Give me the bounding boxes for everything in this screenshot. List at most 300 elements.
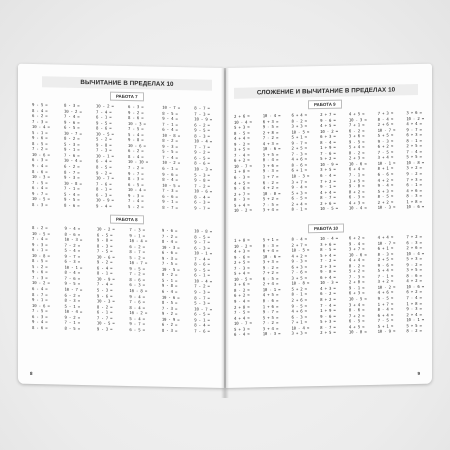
exercise-item: 5 - 5 =	[162, 149, 178, 155]
exercise-item: 8 - 4 =	[262, 157, 279, 163]
exercise-column	[194, 228, 212, 334]
exercise-item: 5 + 3 =	[291, 189, 307, 196]
exercise-item: 8 - 4 =	[32, 107, 48, 113]
exercise-item: 7 - 2 =	[161, 233, 178, 239]
exercise-item: 6 - 2 =	[262, 179, 279, 185]
exercise-item: 7 - 3 =	[162, 187, 178, 194]
exercise-item: 4 + 4 =	[406, 120, 422, 127]
exercise-item: 3 + 5 =	[406, 267, 422, 273]
exercise-item: 5 + 5 =	[406, 322, 422, 328]
exercise-item: 6 - 1 =	[96, 309, 113, 315]
exercise-item: 4 + 4 =	[234, 135, 250, 142]
exercise-item: 2 + 5 =	[406, 143, 422, 149]
exercise-item: 7 - 5 =	[32, 308, 48, 314]
exercise-column	[128, 104, 148, 210]
exercise-item: 5 - 1 =	[32, 129, 48, 136]
exercise-item: 10 - 8 =	[64, 180, 82, 186]
exercise-item: 8 - 4 =	[129, 304, 145, 310]
exercise-item: 7 + 3 =	[377, 110, 394, 116]
exercise-item: 5 + 4 =	[320, 252, 336, 258]
exercise-item: 9 - 3 =	[64, 174, 80, 181]
exercise-item: 8 - 3 =	[161, 327, 178, 333]
exercise-item: 2 + 7 =	[320, 111, 336, 118]
exercise-item: 10 - 4 =	[406, 250, 424, 256]
exercise-item: 8 - 2 =	[32, 224, 48, 231]
exercise-column	[349, 235, 367, 335]
exercise-item: 10 - 4 =	[291, 325, 310, 331]
exercise-item: 9 - 6 =	[64, 119, 80, 125]
exercise-item: 4 + 2 =	[291, 252, 307, 259]
exercise-item: 10 - 5 =	[234, 276, 252, 282]
exercise-item: 3 + 4 =	[377, 154, 394, 161]
exercise-column	[263, 113, 281, 213]
exercise-item: 6 - 2 =	[64, 292, 80, 298]
exercise-column	[129, 227, 147, 333]
exercise-item: 9 - 2 =	[194, 149, 210, 156]
exercise-item: 7 + 2 =	[406, 233, 422, 240]
exercise-item: 10 - 7 =	[234, 320, 252, 327]
exercise-item: 6 - 5 =	[194, 155, 210, 161]
exercise-item: 10 - 6 =	[348, 251, 367, 258]
exercise-item: 1 + 5 =	[348, 177, 365, 183]
exercise-item: 10 - 1 =	[96, 153, 114, 159]
exercise-item: 8 - 4 =	[320, 139, 336, 145]
exercise-item: 5 - 3 =	[194, 171, 210, 178]
exercise-item: 1 + 6 =	[262, 303, 279, 309]
exercise-item: 10 - 8 =	[129, 288, 148, 294]
exercise-item: 8 - 5 =	[377, 193, 394, 200]
exercise-item: 9 - 3 =	[194, 289, 210, 295]
exercise-item: 8 - 6 =	[129, 276, 145, 283]
exercise-item: 6 - 3 =	[32, 313, 48, 320]
exercise-item: 4 + 3 =	[348, 199, 365, 206]
exercise-item: 5 - 3 =	[194, 300, 210, 306]
exercise-column	[64, 103, 82, 209]
exercise-item: 10 - 9 =	[377, 328, 396, 335]
exercise-item: 6 + 4 =	[348, 166, 365, 172]
exercise-item: 6 - 2 =	[348, 127, 365, 134]
exercise-item: 9 - 3 =	[262, 168, 279, 174]
exercise-item: 10 - 3 =	[377, 204, 396, 211]
exercise-item: 10 - 1 =	[377, 160, 396, 166]
exercise-item: 10 - 6 =	[96, 254, 115, 260]
exercise-item: 9 - 5 =	[291, 302, 307, 309]
exercise-item: 10 - 5 =	[96, 320, 115, 327]
exercise-item: 10 - 1 =	[194, 250, 212, 256]
exercise-item: 9 - 1 =	[320, 183, 336, 190]
exercise-item: 8 - 2 =	[96, 303, 113, 310]
exercise-item: 7 - 4 =	[96, 108, 112, 115]
exercise-item: 7 - 2 =	[129, 271, 145, 277]
exercise-item: 9 - 3 =	[96, 326, 113, 332]
exercise-item: 5 + 1 =	[377, 323, 394, 329]
exercise-item: 8 - 5 =	[32, 140, 48, 147]
exercise-item: 7 - 6 =	[64, 275, 80, 281]
exercise-item: 6 - 6 =	[161, 249, 178, 256]
exercise-item: 3 + 2 =	[406, 165, 422, 171]
exercise-item: 8 - 6 =	[32, 324, 48, 331]
exercise-item: 6 - 3 =	[32, 157, 48, 163]
exercise-item: 7 - 1 =	[64, 319, 80, 326]
exercise-column	[378, 110, 396, 210]
exercise-item: 9 - 7 =	[262, 309, 279, 315]
exercise-item: 7 - 7 =	[96, 315, 113, 321]
exercise-column	[263, 237, 281, 337]
exercise-item: 9 - 2 =	[96, 169, 112, 176]
exercise-item: 8 + 1 =	[377, 165, 394, 172]
exercise-item: 10 - 4 =	[129, 238, 148, 244]
exercise-column	[32, 225, 50, 331]
exercise-item: 10 - 3 =	[96, 298, 115, 304]
exercise-item: 9 - 8 =	[320, 268, 336, 275]
exercise-item: 9 - 4 =	[348, 240, 365, 246]
exercise-item: 7 - 6 =	[129, 299, 145, 305]
exercise-item: 2 + 7 =	[234, 191, 250, 197]
exercise-item: 9 - 5 =	[64, 196, 80, 203]
exercise-item: 7 - 4 =	[406, 294, 422, 301]
exercise-item: 5 - 1 =	[64, 303, 80, 309]
exercise-item: 7 - 1 =	[377, 273, 394, 279]
exercise-item: 3 + 5 =	[234, 146, 250, 153]
exercise-item: 9 - 3 =	[377, 138, 394, 144]
exercise-item: 9 - 4 =	[32, 162, 48, 169]
exercise-item: 6 - 2 =	[128, 148, 144, 154]
exercise-item: 10 - 7 =	[96, 175, 114, 181]
exercise-item: 6 - 2 =	[32, 113, 48, 119]
exercise-item: 8 - 4 =	[194, 194, 210, 200]
exercise-item: 7 - 2 =	[262, 320, 279, 326]
exercise-item: 2 + 6 =	[377, 121, 394, 127]
exercise-item: 1 + 8 =	[234, 237, 250, 243]
exercise-item: 1 + 8 =	[406, 198, 422, 204]
exercise-item: 6 + 3 =	[262, 118, 279, 124]
exercise-item: 10 - 9 =	[96, 276, 115, 282]
exercise-item: 2 + 5 =	[377, 256, 394, 263]
exercise-item: 9 - 5 =	[194, 267, 210, 273]
exercise-item: 4 + 3 =	[234, 248, 250, 254]
exercise-item: 10 - 2 =	[96, 226, 115, 232]
exercise-item: 7 + 3 =	[406, 176, 422, 182]
exercise-item: 9 - 2 =	[406, 170, 422, 177]
exercise-item: 6 - 5 =	[291, 195, 307, 201]
exercise-item: 9 - 7 =	[128, 170, 144, 176]
exercise-item: 8 - 6 =	[194, 261, 210, 267]
exercise-item: 10 - 2 =	[234, 207, 252, 214]
exercise-item: 9 - 2 =	[262, 264, 279, 270]
exercise-item: 8 + 2 =	[348, 188, 365, 195]
exercise-item: 8 - 5 =	[234, 130, 250, 136]
exercise-item: 10 - 5 =	[320, 205, 338, 212]
exercise-item: 9 - 1 =	[162, 199, 178, 205]
exercise-item: 10 - 4 =	[64, 158, 82, 164]
exercise-item: 10 - 6 =	[32, 302, 50, 309]
exercise-grid-rabota-9	[234, 110, 424, 214]
exercise-item: 10 - 7 =	[64, 286, 83, 293]
exercise-item: 6 + 3 =	[320, 133, 336, 140]
exercise-item: 10 - 2 =	[32, 280, 50, 286]
exercise-item: 9 - 4 =	[377, 182, 394, 188]
exercise-item: 3 + 6 =	[406, 109, 422, 116]
exercise-item: 8 - 5 =	[96, 164, 112, 170]
exercise-item: 6 - 5 =	[129, 326, 145, 333]
exercise-item: 7 - 2 =	[64, 242, 80, 248]
exercise-item: 5 + 3 =	[320, 318, 336, 325]
exercise-item: 5 + 1 =	[291, 134, 307, 140]
exercise-item: 1 + 8 =	[234, 168, 250, 175]
exercise-item: 10 - 3 =	[128, 120, 146, 127]
exercise-item: 7 - 5 =	[161, 260, 178, 267]
exercise-item: 9 - 4 =	[234, 298, 250, 304]
exercise-item: 10 - 4 =	[194, 138, 212, 145]
exercise-item: 9 - 8 =	[96, 142, 112, 148]
exercise-item: 10 - 5 =	[162, 182, 180, 188]
exercise-item: 3 + 3 =	[291, 123, 307, 129]
exercise-item: 8 - 3 =	[234, 196, 250, 203]
exercise-item: 8 - 6 =	[291, 162, 307, 168]
exercise-item: 9 - 5 =	[377, 295, 394, 301]
exercise-item: 8 - 7 =	[194, 294, 210, 301]
exercise-item: 7 - 5 =	[234, 309, 250, 315]
exercise-item: 6 + 3 =	[291, 264, 307, 270]
exercise-item: 6 + 2 =	[377, 143, 394, 150]
exercise-item: 2 + 6 =	[320, 200, 336, 206]
exercise-item: 7 + 2 =	[262, 270, 279, 276]
left-page-title-banner: ВЫЧИТАНИЕ В ПРЕДЕЛАХ 10	[42, 76, 212, 91]
exercise-item: 2 + 3 =	[320, 263, 336, 269]
exercise-item: 9 - 8 =	[161, 283, 178, 289]
exercise-item: 7 - 5 =	[377, 149, 394, 155]
exercise-item: 8 - 4 =	[64, 270, 80, 276]
exercise-item: 6 + 2 =	[348, 235, 365, 241]
exercise-item: 2 + 7 =	[291, 241, 307, 248]
exercise-column	[291, 112, 309, 212]
exercise-item: 6 + 2 =	[406, 289, 422, 295]
exercise-item: 7 + 1 =	[348, 122, 365, 128]
exercise-item: 9 - 5 =	[32, 101, 48, 108]
exercise-item: 10 - 8 =	[291, 280, 310, 287]
exercise-item: 8 - 7 =	[320, 194, 336, 201]
exercise-item: 7 - 2 =	[262, 135, 279, 141]
exercise-item: 5 - 2 =	[128, 203, 144, 210]
exercise-item: 2 + 4 =	[291, 201, 307, 207]
exercise-item: 9 - 8 =	[128, 137, 144, 143]
exercise-item: 3 + 7 =	[348, 246, 365, 252]
exercise-item: 6 - 3 =	[64, 258, 80, 265]
section-label-rabota-10: РАБОТА 10	[308, 224, 344, 234]
exercise-item: 7 - 3 =	[32, 274, 48, 281]
exercise-item: 7 - 7 =	[194, 144, 210, 150]
exercise-item: 7 - 2 =	[194, 283, 210, 290]
exercise-item: 10 - 8 =	[262, 190, 281, 196]
exercise-item: 6 + 4 =	[262, 248, 279, 254]
exercise-item: 9 - 5 =	[64, 281, 80, 287]
exercise-item: 4 + 2 =	[406, 278, 422, 284]
exercise-item: 5 + 5 =	[262, 151, 279, 158]
exercise-item: 5 - 3 =	[96, 287, 113, 293]
exercise-item: 4 + 5 =	[234, 180, 250, 186]
exercise-item: 6 - 4 =	[96, 158, 112, 165]
exercise-item: 10 - 2 =	[320, 128, 338, 134]
exercise-item: 6 - 5 =	[96, 231, 113, 238]
exercise-item: 10 - 4 =	[32, 124, 50, 130]
exercise-item: 8 - 2 =	[291, 117, 307, 124]
exercise-item: 2 + 6 =	[234, 113, 250, 119]
exercise-item: 8 - 3 =	[194, 133, 210, 139]
exercise-grid-rabota-8	[32, 225, 212, 334]
exercise-item: 10 - 5 =	[32, 196, 50, 202]
exercise-item: 6 - 4 =	[234, 331, 250, 338]
exercise-item: 8 - 4 =	[161, 238, 178, 245]
exercise-item: 5 - 2 =	[96, 136, 112, 142]
exercise-item: 6 + 4 =	[320, 274, 336, 280]
exercise-item: 10 - 9 =	[161, 316, 180, 322]
exercise-item: 7 - 4 =	[320, 302, 336, 308]
exercise-item: 7 - 3 =	[129, 227, 145, 233]
exercise-item: 10 - 3 =	[161, 244, 180, 250]
exercise-item: 6 - 5 =	[194, 311, 210, 317]
exercise-item: 10 - 9 =	[96, 197, 114, 203]
exercise-item: 8 - 2 =	[162, 137, 178, 144]
exercise-item: 6 - 2 =	[161, 321, 178, 328]
exercise-item: 3 + 3 =	[291, 330, 307, 336]
right-page-title-banner: СЛОЖЕНИЕ И ВЫЧИТАНИЕ В ПРЕДЕЛАХ 10	[234, 84, 418, 99]
exercise-column	[406, 234, 424, 334]
exercise-item: 8 - 6 =	[64, 202, 80, 208]
exercise-item: 9 - 6 =	[320, 117, 336, 123]
exercise-item: 3 + 6 =	[234, 281, 250, 288]
exercise-item: 8 - 1 =	[291, 291, 307, 298]
exercise-item: 10 - 4 =	[320, 235, 338, 242]
exercise-item: 9 - 1 =	[32, 297, 48, 303]
exercise-item: 7 - 3 =	[234, 265, 250, 271]
exercise-item: 9 - 3 =	[32, 241, 48, 247]
exercise-column	[64, 226, 82, 332]
exercise-item: 7 - 1 =	[348, 172, 365, 178]
exercise-item: 4 + 4 =	[348, 257, 365, 263]
exercise-item: 8 - 1 =	[406, 137, 422, 143]
exercise-item: 6 - 2 =	[129, 243, 145, 249]
exercise-item: 10 - 6 =	[32, 151, 50, 158]
exercise-item: 8 - 2 =	[64, 135, 80, 142]
exercise-item: 5 + 5 =	[377, 132, 394, 139]
exercise-item: 3 + 3 =	[262, 259, 279, 265]
exercise-item: 2 + 5 =	[291, 145, 307, 151]
exercise-item: 9 - 6 =	[32, 135, 48, 141]
exercise-item: 5 + 5 =	[262, 314, 279, 320]
exercise-column	[349, 111, 367, 211]
exercise-item: 9 - 7 =	[64, 253, 80, 259]
exercise-item: 8 - 4 =	[377, 116, 394, 122]
exercise-item: 10 - 8 =	[348, 329, 367, 335]
exercise-column	[234, 113, 252, 213]
exercise-item: 7 - 4 =	[64, 113, 80, 120]
section-label-rabota-7: РАБОТА 7	[110, 92, 144, 102]
exercise-item: 8 - 6 =	[348, 307, 365, 313]
exercise-item: 2 + 8 =	[234, 304, 250, 310]
exercise-item: 5 + 1 =	[262, 236, 279, 243]
exercise-item: 10 - 8 =	[32, 252, 50, 259]
exercise-item: 7 - 5 =	[128, 126, 144, 132]
exercise-item: 10 - 10 =	[128, 159, 148, 165]
exercise-item: 7 - 1 =	[64, 185, 80, 192]
exercise-item: 7 - 4 =	[234, 152, 250, 158]
exercise-item: 8 - 4 =	[194, 322, 210, 328]
exercise-item: 9 - 4 =	[96, 203, 112, 209]
exercise-item: 10 - 3 =	[32, 174, 50, 180]
exercise-item: 4 + 4 =	[377, 234, 394, 240]
exercise-item: 8 - 3 =	[32, 201, 48, 208]
exercise-item: 7 - 6 =	[96, 180, 112, 187]
exercise-item: 2 + 8 =	[348, 279, 365, 285]
exercise-item: 6 - 1 =	[194, 272, 210, 279]
exercise-item: 10 - 6 =	[348, 160, 367, 167]
exercise-item: 9 - 1 =	[348, 285, 365, 291]
exercise-item: 10 - 4 =	[262, 112, 281, 119]
exercise-item: 7 - 4 =	[162, 154, 178, 160]
exercise-item: 9 - 5 =	[348, 138, 365, 145]
exercise-item: 6 - 1 =	[96, 114, 112, 120]
exercise-item: 10 - 2 =	[377, 284, 396, 290]
exercise-item: 5 - 1 =	[161, 277, 178, 283]
exercise-item: 2 + 2 =	[377, 199, 394, 205]
exercise-item: 9 - 6 =	[320, 313, 336, 319]
exercise-item: 8 - 1 =	[96, 270, 113, 277]
exercise-item: 6 - 4 =	[32, 185, 48, 191]
exercise-item: 9 - 6 =	[161, 227, 178, 234]
exercise-column	[320, 112, 338, 212]
exercise-column	[234, 237, 252, 337]
exercise-item: 9 - 1 =	[194, 317, 210, 323]
exercise-item: 9 - 3 =	[291, 258, 307, 264]
exercise-item: 8 - 1 =	[96, 186, 112, 192]
exercise-item: 6 + 2 =	[234, 157, 250, 164]
exercise-item: 8 - 3 =	[64, 297, 80, 304]
exercise-item: 9 - 7 =	[194, 205, 210, 211]
exercise-item: 6 - 1 =	[406, 182, 422, 188]
exercise-item: 8 - 6 =	[262, 297, 279, 304]
exercise-item: 7 - 3 =	[161, 305, 178, 311]
exercise-item: 8 - 3 =	[377, 251, 394, 257]
exercise-item: 8 - 3 =	[262, 242, 279, 248]
exercise-item: 3 + 4 =	[348, 301, 365, 307]
exercise-item: 6 + 3 =	[348, 290, 365, 296]
exercise-item: 6 - 6 =	[377, 171, 394, 177]
exercise-item: 7 + 1 =	[291, 319, 307, 325]
left-page	[18, 64, 224, 388]
exercise-item: 3 + 6 =	[320, 241, 336, 247]
exercise-item: 10 - 1 =	[64, 264, 83, 270]
exercise-item: 10 - 1 =	[262, 286, 281, 293]
exercise-item: 6 - 4 =	[32, 285, 48, 292]
exercise-column	[96, 103, 114, 209]
exercise-item: 9 - 1 =	[64, 147, 80, 153]
exercise-item: 9 - 4 =	[64, 225, 80, 231]
exercise-item: 8 - 5 =	[162, 110, 178, 116]
exercise-item: 6 - 3 =	[194, 199, 210, 205]
exercise-item: 9 - 7 =	[194, 239, 210, 245]
exercise-item: 6 + 4 =	[377, 312, 394, 318]
exercise-item: 9 - 6 =	[377, 262, 394, 268]
exercise-item: 8 - 5 =	[32, 258, 48, 264]
exercise-item: 10 - 7 =	[377, 240, 396, 246]
exercise-item: 6 - 5 =	[128, 181, 144, 187]
exercise-item: 5 + 3 =	[377, 188, 394, 194]
exercise-item: 4 + 5 =	[320, 122, 336, 129]
exercise-item: 10 - 2 =	[64, 108, 82, 114]
exercise-item: 5 - 4 =	[129, 315, 145, 322]
exercise-item: 7 - 4 =	[128, 198, 144, 204]
exercise-item: 5 + 3 =	[234, 124, 250, 130]
